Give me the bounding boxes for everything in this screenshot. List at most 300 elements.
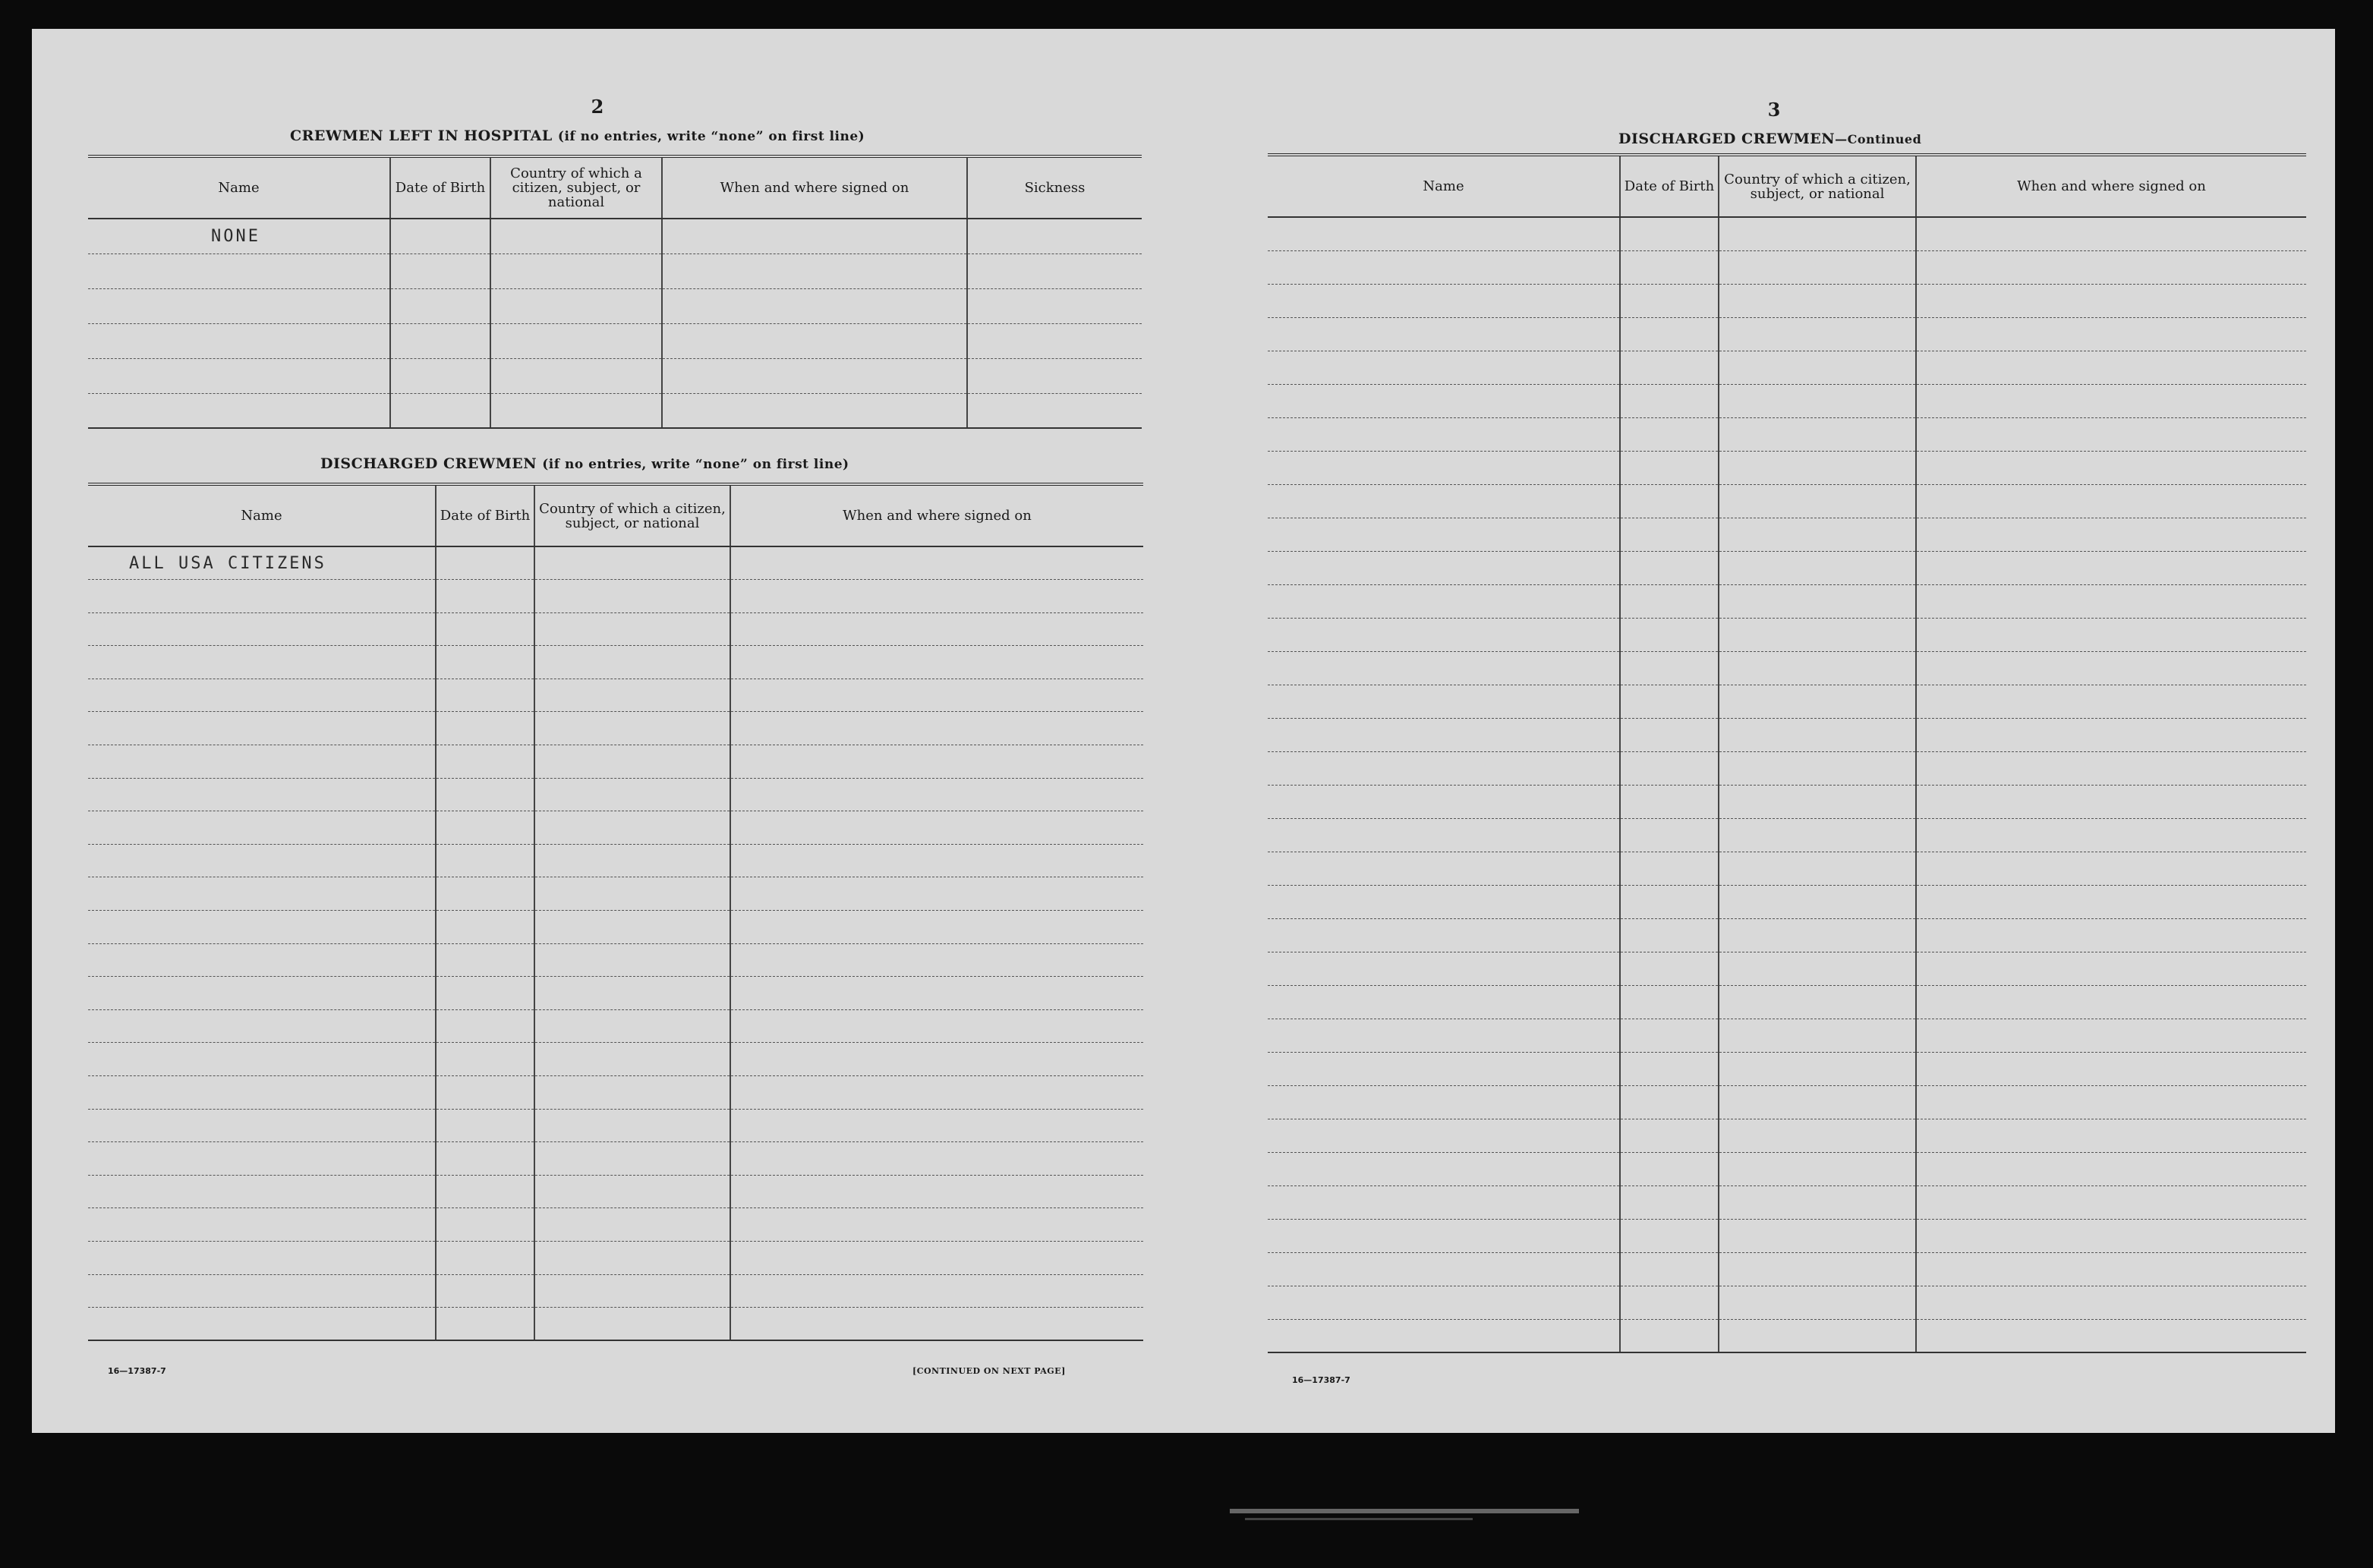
table-cell — [1719, 284, 1916, 317]
table-cell — [1719, 551, 1916, 584]
table-row — [1268, 718, 2306, 751]
scan-edge-artifact — [1245, 1518, 1473, 1520]
table-cell — [534, 977, 730, 1010]
table-cell — [662, 253, 967, 288]
table-cell — [1620, 551, 1719, 584]
table-cell — [490, 323, 662, 358]
table-row — [1268, 918, 2306, 952]
table-cell — [88, 745, 436, 779]
discharged-continued-table — [1268, 153, 2306, 1353]
table-row — [88, 811, 1143, 845]
table-cell — [1916, 1152, 2306, 1185]
table-row — [1268, 885, 2306, 918]
table-cell — [1268, 985, 1620, 1019]
table-cell — [730, 977, 1143, 1010]
hospital-title: CREWMEN LEFT IN HOSPITAL — [290, 128, 553, 144]
scan-edge-artifact — [1230, 1509, 1579, 1513]
table-cell — [1916, 818, 2306, 852]
table-cell — [1620, 1152, 1719, 1185]
table-cell — [730, 1009, 1143, 1043]
table-cell — [1719, 1085, 1916, 1119]
table-cell — [1719, 785, 1916, 818]
form-number: 16—17387-7 — [1292, 1375, 1350, 1385]
table-cell — [1916, 1052, 2306, 1085]
table-cell — [534, 1308, 730, 1341]
col-signed-on: When and where signed on — [662, 158, 967, 219]
table-cell — [1268, 751, 1620, 785]
table-cell — [1916, 1119, 2306, 1152]
table-cell — [1620, 451, 1719, 484]
table-cell — [1620, 685, 1719, 718]
table-cell: NONE — [88, 219, 390, 253]
table-cell — [1620, 618, 1719, 651]
table-cell — [1620, 1119, 1719, 1152]
table-row — [88, 679, 1143, 712]
table-cell — [88, 1274, 436, 1308]
table-row — [1268, 818, 2306, 852]
table-row — [88, 1175, 1143, 1208]
table-cell — [967, 288, 1142, 323]
table-cell — [730, 943, 1143, 977]
table-cell — [534, 778, 730, 811]
table-row — [1268, 1052, 2306, 1085]
table-row — [88, 877, 1143, 911]
table-cell — [1620, 518, 1719, 551]
table-cell — [1268, 1052, 1620, 1085]
col-country: Country of which a citizen, subject, or national — [534, 486, 730, 546]
table-cell — [534, 612, 730, 646]
table-cell — [1916, 885, 2306, 918]
table-cell — [1268, 1185, 1620, 1219]
table-row — [1268, 1286, 2306, 1319]
table-row — [88, 977, 1143, 1010]
table-row — [1268, 952, 2306, 985]
table-cell — [88, 844, 436, 877]
discharged-title: DISCHARGED CREWMEN — [1618, 131, 1836, 147]
table-cell — [1916, 1319, 2306, 1352]
table-cell — [1916, 852, 2306, 885]
table-row — [88, 219, 1142, 253]
table-cell — [1719, 584, 1916, 618]
table-cell — [1620, 217, 1719, 250]
table-row — [88, 778, 1143, 811]
table-cell — [1620, 1085, 1719, 1119]
table-cell — [1916, 618, 2306, 651]
table-cell — [1620, 417, 1719, 451]
table-cell — [534, 911, 730, 944]
table-cell — [662, 393, 967, 428]
table-cell — [1620, 1019, 1719, 1052]
right-page — [1231, 29, 2335, 1433]
table-cell — [436, 1175, 534, 1208]
discharged-table — [88, 483, 1143, 1341]
col-date-of-birth: Date of Birth — [436, 486, 534, 546]
table-row — [1268, 217, 2306, 250]
col-signed-on: When and where signed on — [1916, 156, 2306, 217]
table-cell — [1916, 785, 2306, 818]
table-cell — [1719, 952, 1916, 985]
table-row — [1268, 985, 2306, 1019]
table-row — [88, 288, 1142, 323]
table-row — [88, 1308, 1143, 1341]
table-cell — [730, 679, 1143, 712]
table-cell — [534, 745, 730, 779]
table-cell — [88, 612, 436, 646]
table-cell — [662, 219, 967, 253]
table-cell — [1268, 685, 1620, 718]
table-cell — [1719, 1119, 1916, 1152]
table-cell — [1916, 317, 2306, 351]
table-cell — [1268, 451, 1620, 484]
table-cell — [534, 1142, 730, 1176]
continued-label: —Continued — [1835, 132, 1922, 146]
table-cell — [534, 1241, 730, 1274]
table-cell — [1620, 384, 1719, 417]
table-cell — [967, 219, 1142, 253]
table-row — [1268, 1119, 2306, 1152]
table-cell — [534, 844, 730, 877]
table-cell: ALL USA CITIZENS — [88, 546, 436, 580]
table-cell — [730, 911, 1143, 944]
table-row — [88, 844, 1143, 877]
table-cell — [1916, 685, 2306, 718]
table-cell — [730, 1109, 1143, 1142]
table-cell — [1268, 484, 1620, 518]
table-row — [1268, 852, 2306, 885]
table-cell — [88, 943, 436, 977]
table-row — [1268, 1185, 2306, 1219]
table-row — [1268, 417, 2306, 451]
table-row — [1268, 1085, 2306, 1119]
table-cell — [390, 253, 490, 288]
table-cell — [730, 1241, 1143, 1274]
table-row — [88, 323, 1142, 358]
table-row — [88, 393, 1142, 428]
table-cell — [88, 393, 390, 428]
table-cell — [1268, 1286, 1620, 1319]
table-cell — [436, 911, 534, 944]
table-row — [88, 943, 1143, 977]
table-row — [88, 580, 1143, 613]
table-cell — [967, 358, 1142, 393]
table-cell — [1620, 1286, 1719, 1319]
table-cell — [436, 712, 534, 745]
discharged-continued-header-row — [1268, 156, 2306, 217]
table-cell — [1268, 217, 1620, 250]
table-row — [88, 546, 1143, 580]
table-cell — [1620, 584, 1719, 618]
hospital-note: (if no entries, write “none” on first line) — [557, 129, 865, 144]
table-cell — [730, 646, 1143, 679]
form-number: 16—17387-7 — [108, 1366, 166, 1376]
table-cell — [1916, 451, 2306, 484]
table-cell — [534, 1208, 730, 1242]
table-cell — [88, 1208, 436, 1242]
table-cell — [534, 1274, 730, 1308]
table-cell — [1719, 685, 1916, 718]
table-cell — [436, 646, 534, 679]
table-cell — [1916, 1286, 2306, 1319]
table-cell — [1620, 718, 1719, 751]
table-row — [88, 1274, 1143, 1308]
table-cell — [1916, 1019, 2306, 1052]
table-cell — [534, 877, 730, 911]
table-cell — [730, 612, 1143, 646]
table-cell — [1916, 751, 2306, 785]
col-date-of-birth: Date of Birth — [1620, 156, 1719, 217]
table-cell — [436, 1274, 534, 1308]
table-cell — [88, 1076, 436, 1110]
table-row — [88, 646, 1143, 679]
table-cell — [1620, 317, 1719, 351]
table-cell — [1916, 351, 2306, 384]
table-cell — [730, 811, 1143, 845]
table-cell — [88, 811, 436, 845]
table-cell — [88, 1109, 436, 1142]
table-row — [1268, 351, 2306, 384]
table-cell — [1268, 1252, 1620, 1286]
table-cell — [1916, 551, 2306, 584]
table-cell — [88, 1241, 436, 1274]
table-cell — [88, 253, 390, 288]
table-cell — [1620, 785, 1719, 818]
table-cell — [1268, 718, 1620, 751]
table-cell — [1916, 1185, 2306, 1219]
table-cell — [88, 358, 390, 393]
table-cell — [730, 1043, 1143, 1076]
table-cell — [1916, 417, 2306, 451]
continued-note: [CONTINUED ON NEXT PAGE] — [912, 1366, 1066, 1376]
table-row — [1268, 250, 2306, 284]
table-cell — [967, 323, 1142, 358]
discharged-section-title — [320, 455, 849, 472]
table-cell — [1916, 651, 2306, 685]
table-cell — [436, 844, 534, 877]
table-row — [1268, 451, 2306, 484]
table-cell — [1620, 985, 1719, 1019]
table-cell — [1916, 1252, 2306, 1286]
table-cell — [1719, 484, 1916, 518]
table-row — [1268, 584, 2306, 618]
table-cell — [534, 943, 730, 977]
table-cell — [436, 1208, 534, 1242]
table-cell — [1620, 1219, 1719, 1252]
table-cell — [1719, 250, 1916, 284]
table-cell — [436, 580, 534, 613]
table-cell — [1916, 718, 2306, 751]
table-cell — [1719, 518, 1916, 551]
table-cell — [1268, 250, 1620, 284]
col-name: Name — [88, 158, 390, 219]
table-cell — [730, 546, 1143, 580]
table-cell — [1620, 284, 1719, 317]
table-cell — [436, 778, 534, 811]
table-cell — [534, 546, 730, 580]
table-cell — [730, 1175, 1143, 1208]
table-cell — [490, 219, 662, 253]
table-cell — [1916, 384, 2306, 417]
table-cell — [436, 1009, 534, 1043]
table-row — [1268, 1019, 2306, 1052]
col-sickness: Sickness — [967, 158, 1142, 219]
table-cell — [1916, 217, 2306, 250]
table-cell — [1719, 384, 1916, 417]
table-cell — [436, 877, 534, 911]
table-row — [1268, 284, 2306, 317]
hospital-table — [88, 155, 1142, 429]
table-cell — [730, 1142, 1143, 1176]
table-cell — [1719, 718, 1916, 751]
table-cell — [1916, 918, 2306, 952]
table-cell — [1620, 852, 1719, 885]
table-cell — [1620, 885, 1719, 918]
table-cell — [1719, 1052, 1916, 1085]
table-cell — [436, 811, 534, 845]
scanned-document — [32, 29, 2335, 1433]
table-cell — [1916, 1085, 2306, 1119]
table-cell — [436, 977, 534, 1010]
table-row — [1268, 651, 2306, 685]
table-cell — [1268, 417, 1620, 451]
table-cell — [1719, 1185, 1916, 1219]
table-cell — [1268, 584, 1620, 618]
table-cell — [436, 1043, 534, 1076]
table-cell — [436, 745, 534, 779]
table-row — [88, 1142, 1143, 1176]
col-name: Name — [1268, 156, 1620, 217]
table-row — [88, 612, 1143, 646]
table-row — [1268, 785, 2306, 818]
table-cell — [490, 253, 662, 288]
table-row — [1268, 518, 2306, 551]
table-cell — [1916, 952, 2306, 985]
table-cell — [1719, 885, 1916, 918]
table-cell — [88, 323, 390, 358]
table-cell — [436, 1241, 534, 1274]
table-cell — [1268, 818, 1620, 852]
discharged-note: (if no entries, write “none” on first line) — [542, 457, 849, 472]
table-cell — [730, 1208, 1143, 1242]
table-cell — [1268, 284, 1620, 317]
table-row — [88, 911, 1143, 944]
hospital-section-title — [290, 128, 865, 144]
table-cell — [88, 977, 436, 1010]
table-cell — [1268, 1152, 1620, 1185]
table-cell — [1719, 451, 1916, 484]
table-cell — [1268, 317, 1620, 351]
table-cell — [730, 778, 1143, 811]
table-cell — [1620, 751, 1719, 785]
table-cell — [88, 1175, 436, 1208]
col-name: Name — [88, 486, 436, 546]
table-cell — [390, 219, 490, 253]
table-cell — [390, 288, 490, 323]
table-row — [1268, 551, 2306, 584]
table-cell — [967, 253, 1142, 288]
table-cell — [534, 679, 730, 712]
table-cell — [1268, 651, 1620, 685]
table-cell — [1268, 1219, 1620, 1252]
table-row — [88, 1208, 1143, 1242]
table-cell — [436, 1076, 534, 1110]
table-cell — [534, 712, 730, 745]
table-cell — [1916, 484, 2306, 518]
table-cell — [1620, 818, 1719, 852]
table-cell — [1916, 284, 2306, 317]
table-cell — [1268, 1085, 1620, 1119]
table-cell — [1268, 351, 1620, 384]
table-cell — [1268, 918, 1620, 952]
table-cell — [1719, 1252, 1916, 1286]
table-cell — [1916, 985, 2306, 1019]
table-cell — [1620, 351, 1719, 384]
discharged-header-row — [88, 486, 1143, 546]
table-cell — [1719, 317, 1916, 351]
table-row — [1268, 1319, 2306, 1352]
table-row — [1268, 484, 2306, 518]
table-cell — [534, 1175, 730, 1208]
table-cell — [1916, 584, 2306, 618]
table-cell — [1620, 1252, 1719, 1286]
table-cell — [1620, 250, 1719, 284]
table-cell — [88, 778, 436, 811]
table-cell — [390, 358, 490, 393]
table-row — [88, 1076, 1143, 1110]
table-cell — [1719, 1286, 1916, 1319]
table-row — [1268, 317, 2306, 351]
table-cell — [88, 1308, 436, 1341]
table-cell — [1719, 818, 1916, 852]
table-cell — [490, 393, 662, 428]
table-cell — [1620, 484, 1719, 518]
table-cell — [1268, 551, 1620, 584]
table-cell — [1719, 1019, 1916, 1052]
page-number: 2 — [591, 96, 604, 118]
table-cell — [1719, 1319, 1916, 1352]
table-cell — [1268, 785, 1620, 818]
table-cell — [88, 1009, 436, 1043]
page-number: 3 — [1767, 99, 1781, 121]
table-cell — [534, 580, 730, 613]
discharged-title: DISCHARGED CREWMEN — [320, 455, 537, 472]
table-cell — [534, 646, 730, 679]
table-cell — [1620, 1052, 1719, 1085]
table-cell — [436, 943, 534, 977]
table-cell — [730, 1274, 1143, 1308]
table-row — [88, 1241, 1143, 1274]
table-cell — [730, 1076, 1143, 1110]
table-row — [1268, 1252, 2306, 1286]
table-cell — [88, 1043, 436, 1076]
table-cell — [662, 288, 967, 323]
table-cell — [662, 358, 967, 393]
table-cell — [1620, 1185, 1719, 1219]
table-row — [1268, 1219, 2306, 1252]
table-cell — [730, 712, 1143, 745]
table-cell — [88, 288, 390, 323]
table-row — [88, 745, 1143, 779]
discharged-continued-title — [1618, 131, 1921, 147]
table-cell — [1719, 351, 1916, 384]
table-row — [1268, 384, 2306, 417]
table-cell — [1268, 1119, 1620, 1152]
table-cell — [1719, 1152, 1916, 1185]
table-cell — [1268, 1019, 1620, 1052]
table-row — [1268, 1152, 2306, 1185]
table-cell — [730, 877, 1143, 911]
table-cell — [534, 1043, 730, 1076]
table-cell — [534, 1109, 730, 1142]
